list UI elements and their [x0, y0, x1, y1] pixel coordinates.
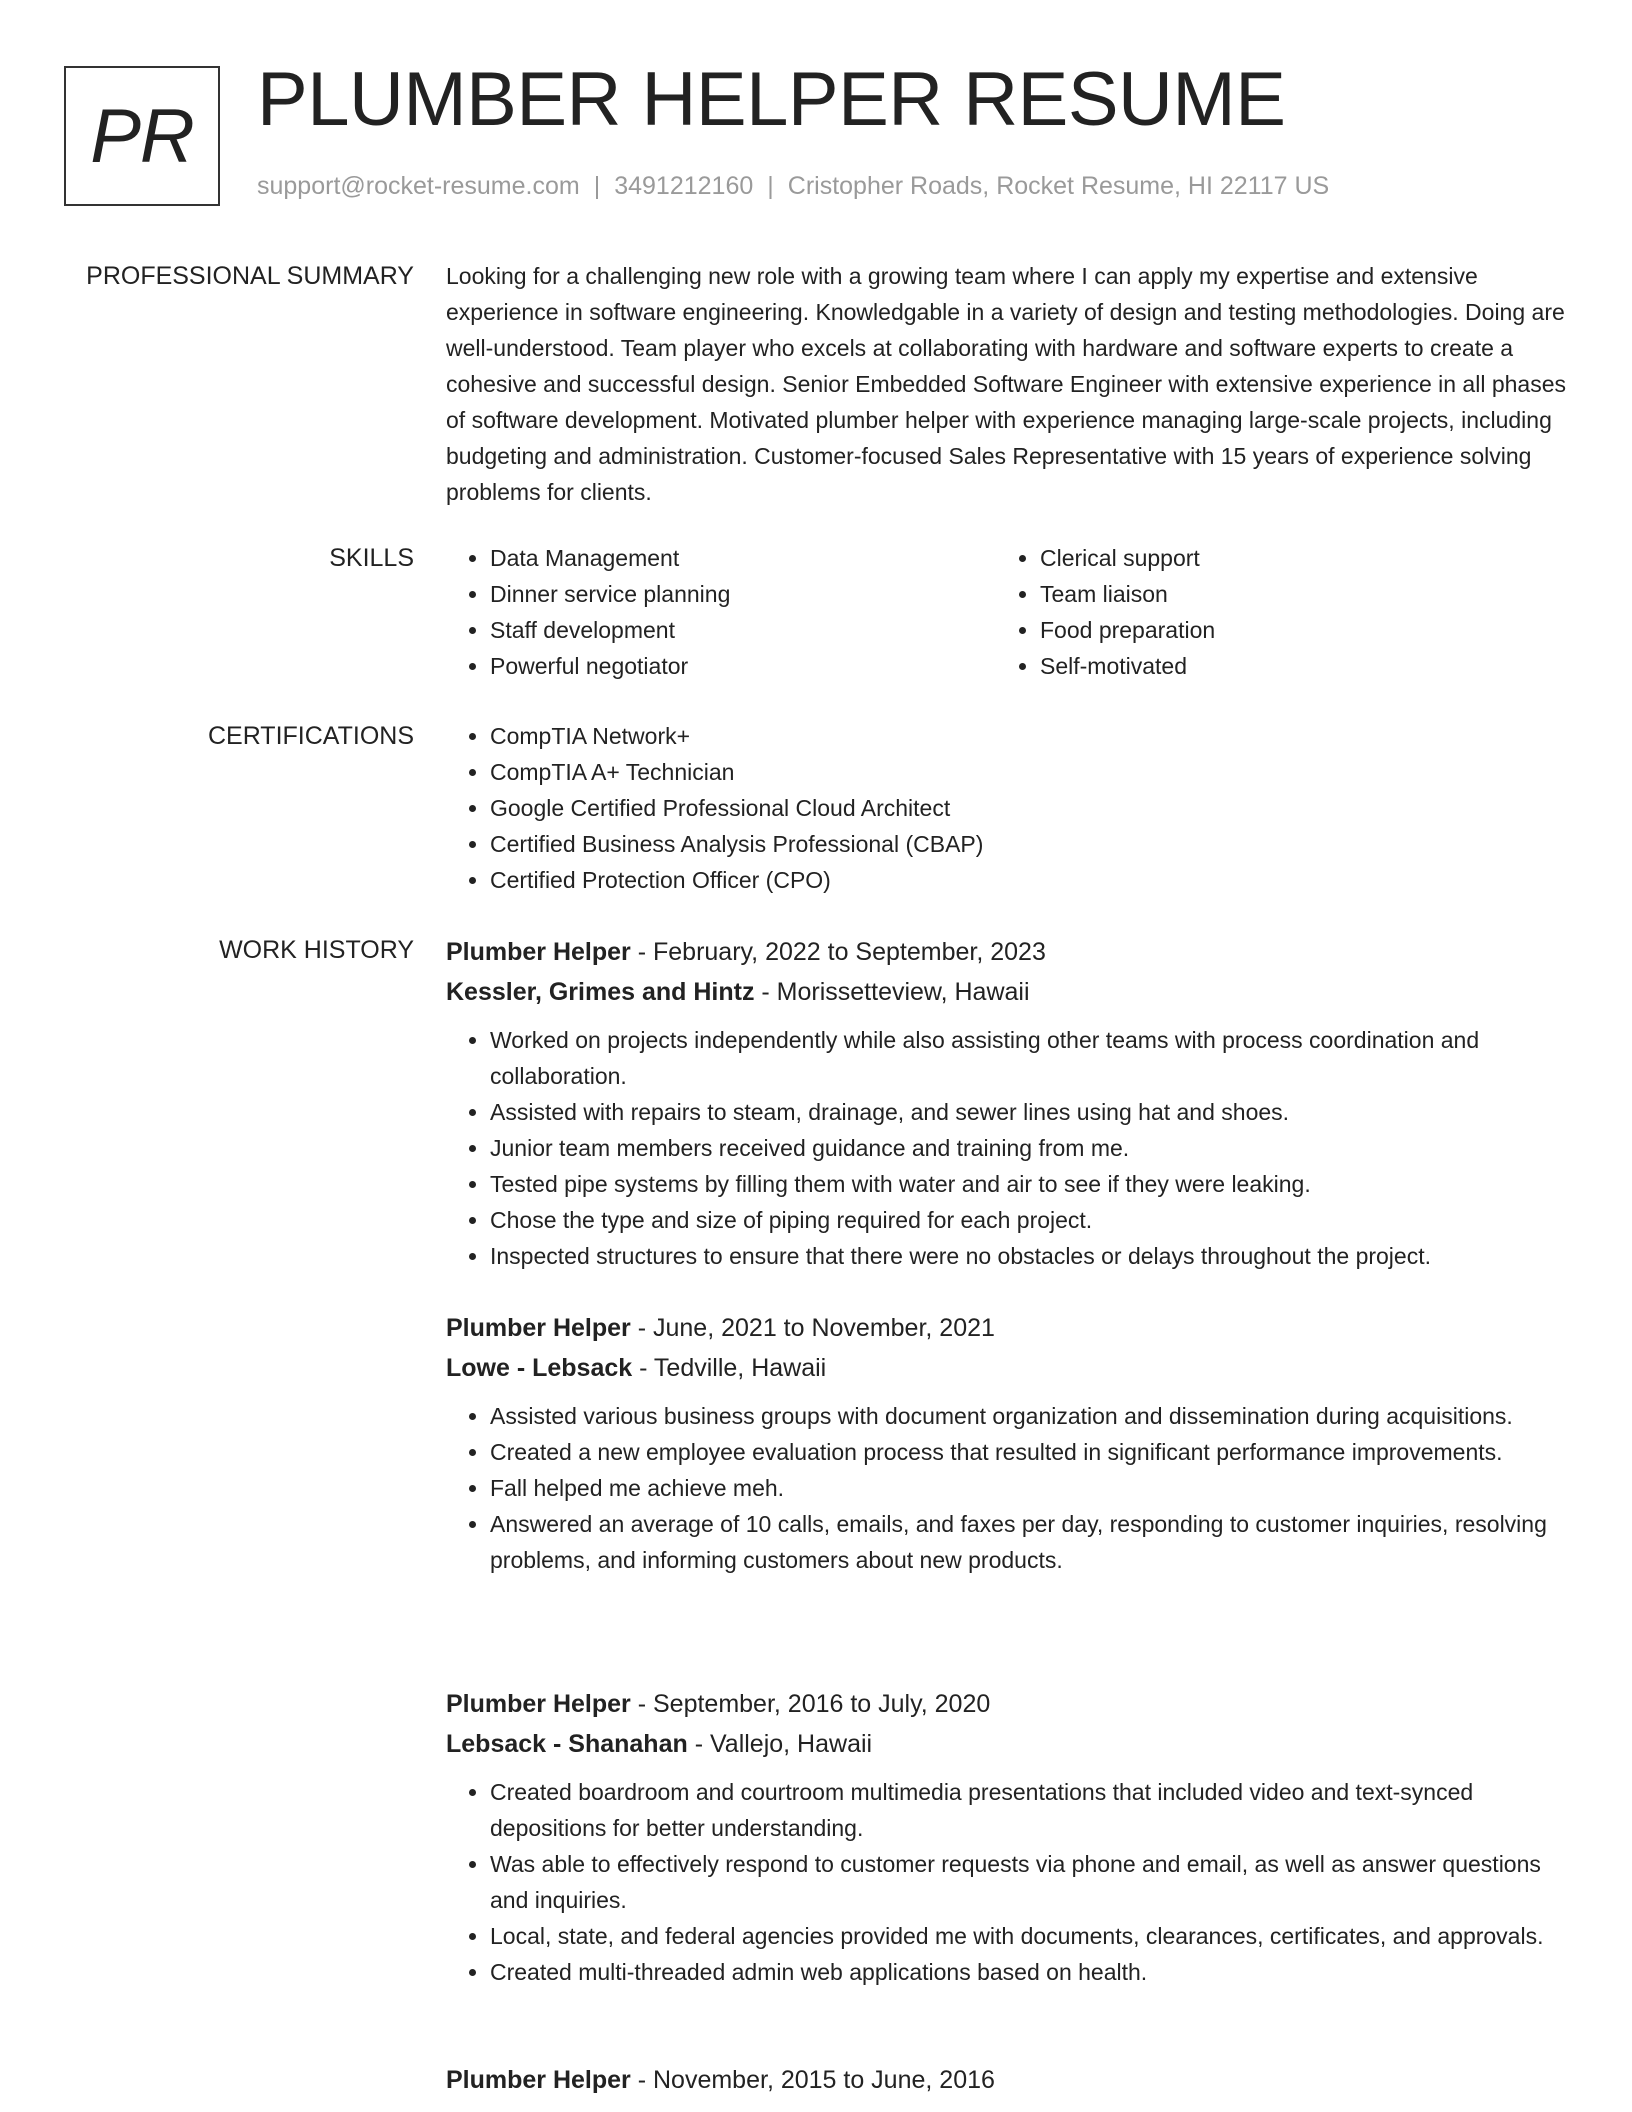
job-company-line — [446, 972, 1566, 1012]
job-title-line — [446, 1308, 1566, 1348]
section-label-skills: SKILLS — [329, 544, 414, 572]
section-label-certifications: CERTIFICATIONS — [207, 722, 414, 750]
work-history-body — [446, 932, 1566, 2094]
skill-item: • Powerful negotiator — [490, 648, 996, 684]
job-bullets — [446, 1398, 1566, 1578]
certification-item: • Certified Protection Officer (CPO) — [490, 862, 1566, 898]
job-entry — [446, 2060, 1566, 2100]
skill-item: • Self-motivated — [1040, 648, 1546, 684]
job-bullet: • Assisted with repairs to steam, drainage, and sewer lines using hat and shoes. — [490, 1094, 1566, 1130]
certification-item: • Certified Business Analysis Professional (CBAP) — [490, 826, 1566, 862]
job-title-line — [446, 932, 1566, 972]
job-location: - Tedville, Hawaii — [632, 1354, 827, 1382]
job-dates: - November, 2015 to June, 2016 — [630, 2066, 995, 2094]
job-title: Plumber Helper — [446, 2066, 631, 2094]
contact-address: Cristopher Roads, Rocket Resume, HI 22117 US — [787, 172, 1330, 200]
job-dates: - September, 2016 to July, 2020 — [630, 1690, 991, 1718]
resume-title: PLUMBER HELPER RESUME — [257, 57, 1286, 142]
job-entry — [446, 932, 1566, 1274]
skill-item: • Staff development — [490, 612, 996, 648]
contact-email: support@rocket-resume.com — [257, 172, 580, 200]
job-bullet: • Fall helped me achieve meh. — [490, 1470, 1566, 1506]
job-bullet: • Inspected structures to ensure that there were no obstacles or delays throughout the project. — [490, 1238, 1566, 1274]
contact-line — [257, 172, 1329, 201]
job-dates: - June, 2021 to November, 2021 — [630, 1314, 995, 1342]
section-label-work-history: WORK HISTORY — [219, 936, 414, 964]
job-bullet: • Created boardroom and courtroom multimedia presentations that included video and text-synced depositions for better understanding. — [490, 1774, 1566, 1846]
certifications-list — [446, 718, 1566, 898]
monogram-text: PR — [90, 93, 194, 179]
job-title-line — [446, 2060, 1566, 2100]
job-bullet: • Created a new employee evaluation process that resulted in significant performance improvements. — [490, 1434, 1566, 1470]
skill-item: • Team liaison — [1040, 576, 1546, 612]
job-title: Plumber Helper — [446, 1690, 631, 1718]
contact-separator: | — [767, 172, 774, 200]
job-company: Kessler, Grimes and Hintz — [446, 978, 755, 1006]
job-company-line — [446, 1724, 1566, 1764]
summary-body — [446, 258, 1566, 510]
job-bullet: • Junior team members received guidance and training from me. — [490, 1130, 1566, 1166]
contact-separator: | — [593, 172, 601, 200]
skills-list-left — [446, 540, 996, 684]
certification-item: • Google Certified Professional Cloud Architect — [490, 790, 1566, 826]
summary-text: Looking for a challenging new role with a growing team where I can apply my expertise and extensive experience in software engineering. Knowledgable in a variety of design and testing methodologies. Doing are well-understood. Team player who excels at collaborating with hardware and software experts to create a cohesive and successful design. Senior Embedded Software Engineer with extensive experience in all phases of software development. Motivated plumber helper with experience managing large-scale projects, including budgeting and administration. Customer-focused Sales Representative with 15 years of experience solving problems for clients. — [446, 263, 1566, 505]
contact-phone: 3491212160 — [614, 172, 754, 200]
job-bullet: • Created multi-threaded admin web applications based on health. — [490, 1954, 1566, 1990]
job-bullet: • Assisted various business groups with document organization and dissemination during acquisitions. — [490, 1398, 1566, 1434]
job-title: Plumber Helper — [446, 938, 631, 966]
skill-item: • Food preparation — [1040, 612, 1546, 648]
monogram-logo — [64, 66, 220, 206]
skills-list-right — [996, 540, 1546, 684]
job-bullet: • Was able to effectively respond to customer requests via phone and email, as well as answer questions and inquiries. — [490, 1846, 1566, 1918]
job-bullet: • Local, state, and federal agencies provided me with documents, clearances, certificates, and approvals. — [490, 1918, 1566, 1954]
section-label-summary: PROFESSIONAL SUMMARY — [86, 262, 414, 290]
certification-item: • CompTIA Network+ — [490, 718, 1566, 754]
skill-item: • Dinner service planning — [490, 576, 996, 612]
job-bullet: • Answered an average of 10 calls, emails, and faxes per day, responding to customer inquiries, resolving problems, and informing customers about new products. — [490, 1506, 1566, 1578]
job-company-line — [446, 1348, 1566, 1388]
certifications-body — [446, 718, 1566, 898]
job-entry — [446, 1684, 1566, 1990]
skill-item: • Clerical support — [1040, 540, 1546, 576]
job-title-line — [446, 1684, 1566, 1724]
job-bullet: • Chose the type and size of piping required for each project. — [490, 1202, 1566, 1238]
job-bullet: • Tested pipe systems by filling them with water and air to see if they were leaking. — [490, 1166, 1566, 1202]
job-location: - Vallejo, Hawaii — [687, 1730, 873, 1758]
job-company: Lowe - Lebsack — [446, 1354, 633, 1382]
job-bullets — [446, 1774, 1566, 1990]
job-bullet: • Worked on projects independently while also assisting other teams with process coordination and collaboration. — [490, 1022, 1566, 1094]
job-title: Plumber Helper — [446, 1314, 631, 1342]
job-company: Lebsack - Shanahan — [446, 1730, 688, 1758]
job-bullets — [446, 1022, 1566, 1274]
job-entry — [446, 1308, 1566, 1578]
skills-body — [446, 540, 1566, 684]
skill-item: • Data Management — [490, 540, 996, 576]
certification-item: • CompTIA A+ Technician — [490, 754, 1566, 790]
job-location: - Morissetteview, Hawaii — [754, 978, 1030, 1006]
job-dates: - February, 2022 to September, 2023 — [630, 938, 1046, 966]
